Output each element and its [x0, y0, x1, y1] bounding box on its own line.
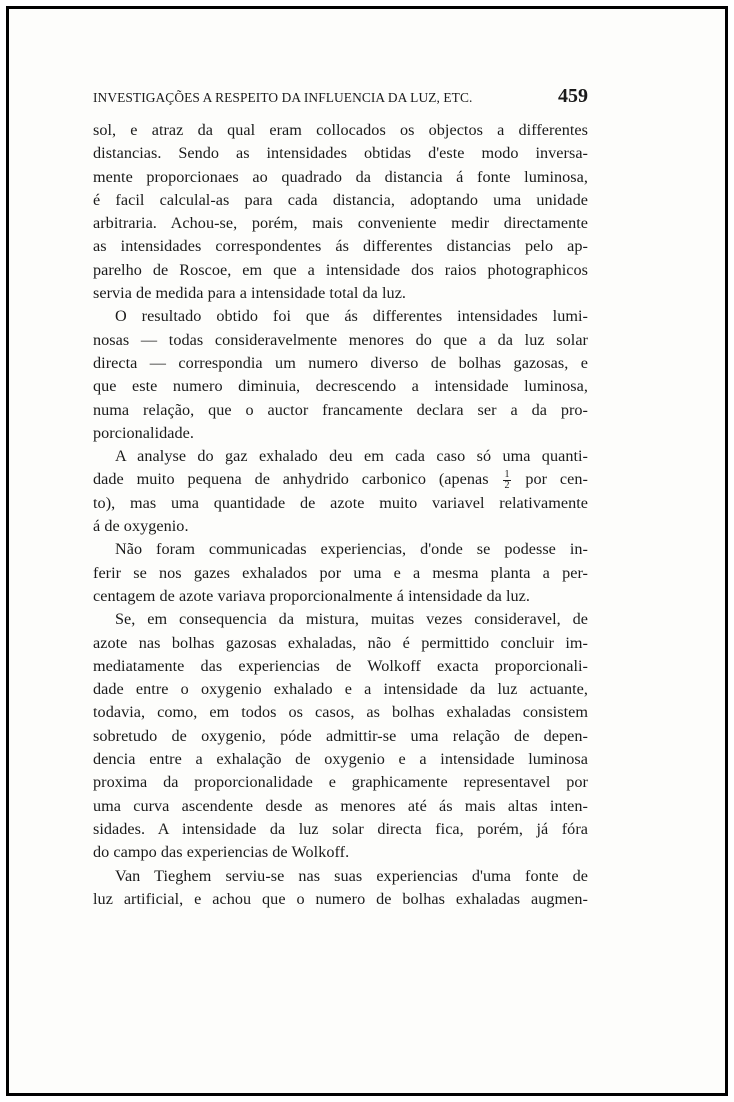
text-line: arbitraria. Achou-se, porém, mais conveniente medir directamente [93, 214, 588, 233]
text-line: servia de medida para a intensidade total da luz. [93, 284, 407, 303]
book-page [93, 85, 588, 911]
text-line: parelho de Roscoe, em que a intensidade dos raios photographicos [93, 260, 588, 279]
text-line: porcionalidade. [93, 423, 194, 442]
text-line: sidades. A intensidade da luz solar directa fica, porém, já fóra [93, 819, 588, 838]
text-line: directa — correspondia um numero diverso de bolhas gazosas, e [93, 353, 588, 372]
page-header [93, 85, 588, 119]
text-line: dade entre o oxygenio exhalado e a intensidade da luz actuante, [93, 680, 588, 699]
running-title: INVESTIGAÇÕES A RESPEITO DA INFLUENCIA DA LUZ, ETC. [93, 90, 473, 105]
text-line: Van Tieghem serviu-se nas suas experiencias d'uma fonte de [115, 866, 588, 885]
fraction-denominator: 2 [504, 480, 510, 492]
text-line: A analyse do gaz exhalado deu em cada caso só uma quanti- [115, 447, 588, 466]
body-text [93, 119, 588, 911]
text-line [93, 468, 588, 491]
text-line: distancias. Sendo as intensidades obtidas d'este modo inversa- [93, 144, 588, 163]
text-line: nosas — todas consideravelmente menores do que a da luz solar [93, 330, 588, 349]
text-line: ferir se nos gazes exhalados por uma e a mesma planta a per- [93, 563, 588, 582]
text-line: proxima da proporcionalidade e graphicamente representavel por [93, 773, 588, 792]
text-line: numa relação, que o auctor francamente declara ser a da pro- [93, 400, 588, 419]
page-number: 459 [558, 85, 588, 107]
text-line: do campo das experiencias de Wolkoff. [93, 843, 350, 862]
text-fragment: dade muito pequena de anhydrido carbonico (apenas [93, 470, 502, 489]
text-line: centagem de azote variava proporcionalmente á intensidade da luz. [93, 586, 530, 605]
text-line: á de oxygenio. [93, 517, 189, 536]
text-fragment: por cen- [512, 470, 588, 489]
text-line: as intensidades correspondentes ás differentes distancias pelo ap- [93, 237, 588, 256]
text-line: mediatamente das experiencias de Wolkoff exacta proporcionali- [93, 656, 588, 675]
text-line: uma curva ascendente desde as menores até ás mais altas inten- [93, 796, 588, 815]
page-frame [6, 6, 728, 1096]
text-line: Se, em consequencia da mistura, muitas vezes consideravel, de [115, 610, 588, 629]
fraction [503, 470, 510, 491]
text-line: luz artificial, e achou que o numero de bolhas exhaladas augmen- [93, 889, 588, 908]
text-line: to), mas uma quantidade de azote muito variavel relativamente [93, 493, 588, 512]
text-line: todavia, como, em todos os casos, as bolhas exhaladas consistem [93, 703, 588, 722]
text-line: sol, e atraz da qual eram collocados os objectos a differentes [93, 121, 588, 139]
fraction-numerator: 1 [504, 469, 510, 481]
text-line: Não foram communicadas experiencias, d'onde se podesse in- [115, 540, 588, 559]
text-line: é facil calculal-as para cada distancia, adoptando uma unidade [93, 190, 588, 209]
text-line: azote nas bolhas gazosas exhaladas, não é permittido concluir im- [93, 633, 588, 652]
text-line: mente proporcionaes ao quadrado da distancia á fonte luminosa, [93, 167, 588, 186]
text-line: sobretudo de oxygenio, póde admittir-se uma relação de depen- [93, 726, 588, 745]
text-line: O resultado obtido foi que ás differentes intensidades lumi- [115, 307, 588, 326]
text-line: que este numero diminuia, decrescendo a intensidade luminosa, [93, 377, 588, 396]
text-line: dencia entre a exhalação de oxygenio e a intensidade luminosa [93, 750, 588, 769]
